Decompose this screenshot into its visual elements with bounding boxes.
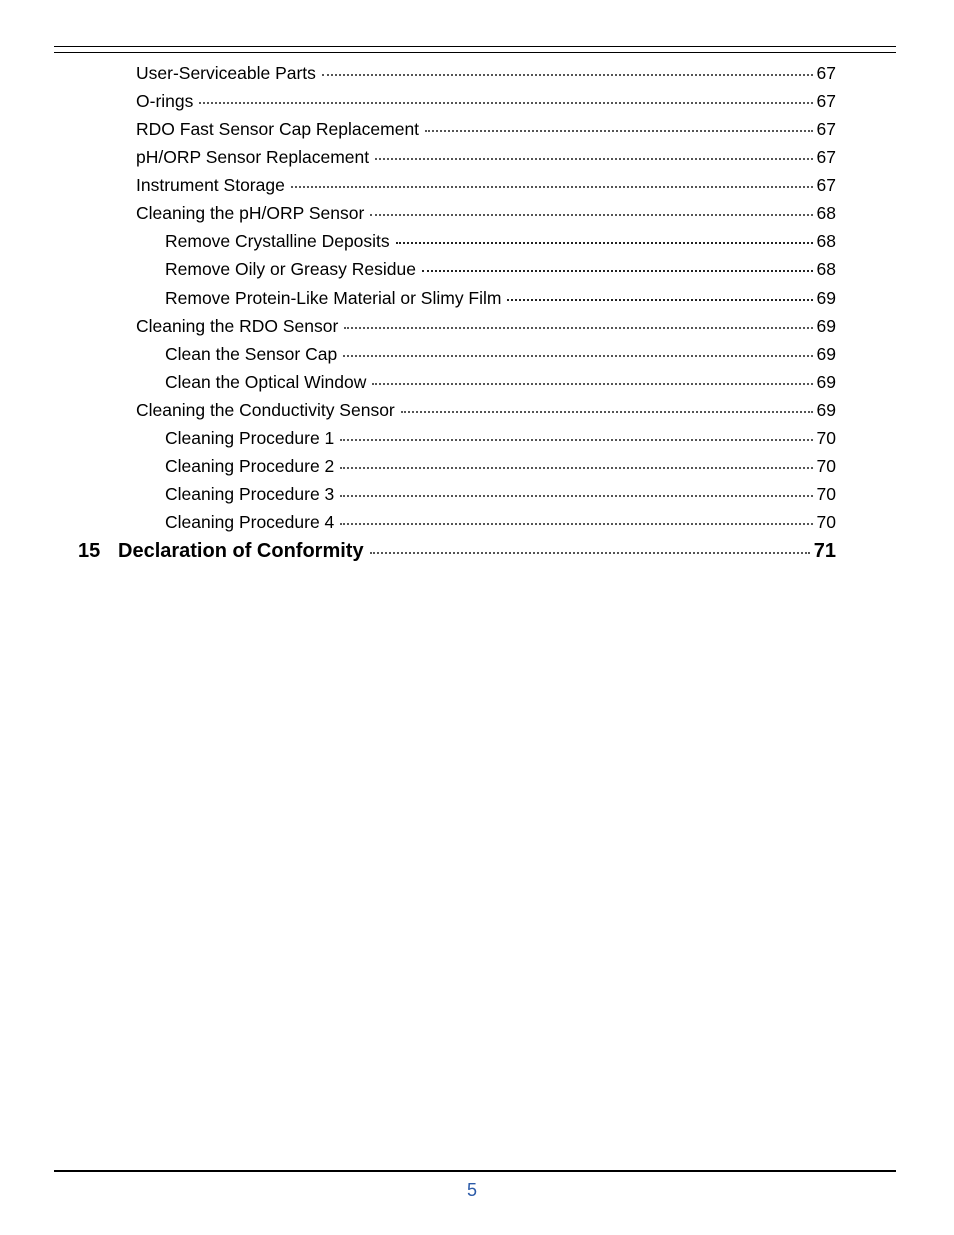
toc-entry-page: 67 <box>816 63 836 83</box>
toc-entry[interactable] <box>165 259 836 287</box>
toc-chapter-title: Declaration of Conformity <box>118 540 364 562</box>
toc-dot-leader <box>422 270 813 272</box>
toc-chapter-entry[interactable] <box>78 540 836 568</box>
toc-entry-page: 69 <box>816 288 836 308</box>
toc-dot-leader <box>322 74 813 76</box>
toc-dot-leader <box>396 242 813 244</box>
toc-dot-leader <box>343 355 812 357</box>
toc-entry-title: Remove Crystalline Deposits <box>165 231 390 251</box>
toc-entry-title: Cleaning Procedure 1 <box>165 428 335 448</box>
toc-entry-page: 69 <box>816 372 836 392</box>
toc-entry-title: Clean the Optical Window <box>165 372 367 392</box>
toc-dot-leader <box>507 299 812 301</box>
toc-entry-page: 68 <box>816 203 836 223</box>
toc-dot-leader <box>340 439 812 441</box>
toc-dot-leader <box>425 130 812 132</box>
toc-entry-title: Cleaning Procedure 4 <box>165 512 335 532</box>
toc-entry[interactable] <box>136 91 836 119</box>
toc-dot-leader <box>340 467 812 469</box>
toc-entry-page: 67 <box>816 175 836 195</box>
toc-dot-leader <box>372 383 812 385</box>
toc-entry[interactable] <box>136 400 836 428</box>
toc-entry-title: RDO Fast Sensor Cap Replacement <box>136 119 420 139</box>
toc-dot-leader <box>340 523 812 525</box>
toc-entry-title: Cleaning Procedure 2 <box>165 456 335 476</box>
toc-entry-page: 67 <box>816 91 836 111</box>
toc-chapter-number: 15 <box>78 540 101 562</box>
toc-entry[interactable] <box>165 288 836 316</box>
toc-dot-leader <box>340 495 812 497</box>
toc-dot-leader <box>370 552 810 554</box>
toc-entry-title: Cleaning the RDO Sensor <box>136 316 339 336</box>
toc-entry-page: 70 <box>816 456 836 476</box>
toc-entry[interactable] <box>165 512 836 540</box>
toc-entry-title: Instrument Storage <box>136 175 285 195</box>
toc-entry-page: 69 <box>816 316 836 336</box>
toc-entry-page: 68 <box>816 259 836 279</box>
toc-dot-leader <box>199 102 812 104</box>
toc-entry[interactable] <box>136 147 836 175</box>
toc-entry-title: Cleaning the Conductivity Sensor <box>136 400 395 420</box>
toc-entry-page: 68 <box>816 231 836 251</box>
toc-dot-leader <box>344 327 812 329</box>
toc-entry-page: 70 <box>816 428 836 448</box>
toc-entry-title: Remove Oily or Greasy Residue <box>165 259 416 279</box>
toc-entry[interactable] <box>165 231 836 259</box>
toc-entry[interactable] <box>136 63 836 91</box>
toc-entry[interactable] <box>165 428 836 456</box>
toc-entry[interactable] <box>136 316 836 344</box>
toc-dot-leader <box>401 411 813 413</box>
toc-entry-page: 70 <box>816 512 836 532</box>
toc-entry-title: User-Serviceable Parts <box>136 63 316 83</box>
toc-entry-title: pH/ORP Sensor Replacement <box>136 147 370 167</box>
toc-entry[interactable] <box>136 203 836 231</box>
toc-dot-leader <box>291 186 813 188</box>
toc-entry-title: Cleaning the pH/ORP Sensor <box>136 203 365 223</box>
toc-entry-title: Remove Protein-Like Material or Slimy Film <box>165 288 502 308</box>
toc-entry[interactable] <box>165 372 836 400</box>
toc-entry-title: Cleaning Procedure 3 <box>165 484 335 504</box>
toc-dot-leader <box>375 158 812 160</box>
toc-entry[interactable] <box>165 484 836 512</box>
toc-chapter-page: 71 <box>813 540 836 562</box>
toc-entry[interactable] <box>136 175 836 203</box>
toc-entry-page: 67 <box>816 119 836 139</box>
toc-entry-title: Clean the Sensor Cap <box>165 344 338 364</box>
toc-entry[interactable] <box>136 119 836 147</box>
toc-entry-page: 69 <box>816 344 836 364</box>
header-rule-top <box>54 46 896 47</box>
page-number: 5 <box>466 1180 477 1200</box>
header-rule-bottom <box>54 52 896 53</box>
toc-entry-title: O-rings <box>136 91 194 111</box>
toc-entry-page: 70 <box>816 484 836 504</box>
toc-entry-page: 67 <box>816 147 836 167</box>
toc-dot-leader <box>370 214 812 216</box>
toc-entry-page: 69 <box>816 400 836 420</box>
footer-rule <box>54 1170 896 1172</box>
toc-entry[interactable] <box>165 344 836 372</box>
toc-entry[interactable] <box>165 456 836 484</box>
